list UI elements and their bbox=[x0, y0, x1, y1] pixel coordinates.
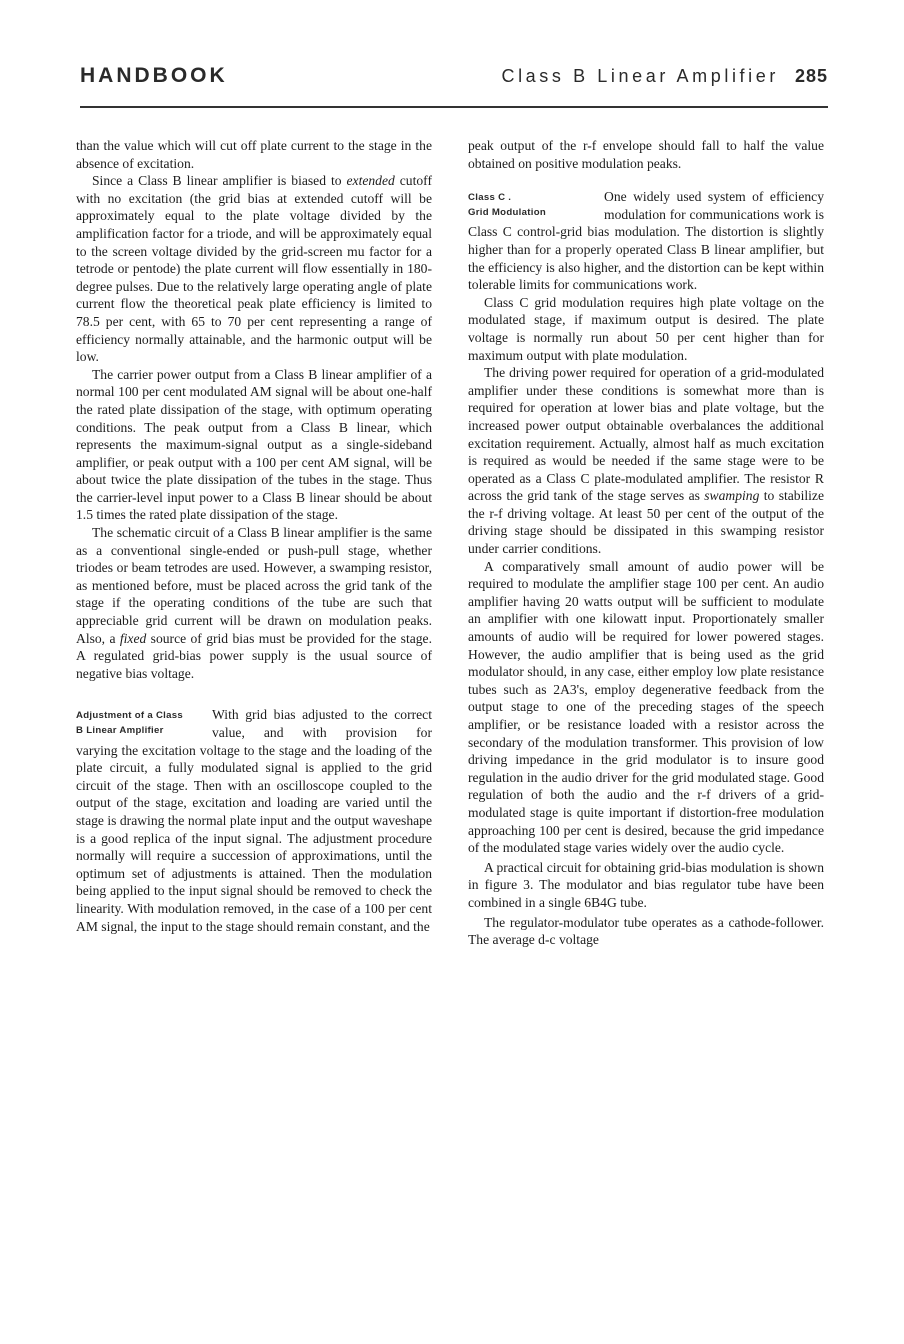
paragraph: Class C control-grid bias modulation. The distortion is slightly higher than for a properly operated Class B linear amplifier, but the efficiency is also higher, and the distortion can be kept within tolerable limits for communications work. bbox=[468, 224, 824, 293]
text-run: The schematic circuit of a Class B linear amplifier is the same as a conventional single-ended or push-pull stage, whether triodes or beam tetrodes are used. However, a swamping resistor, as mentioned before, must be placed across the grid tank of the stage if the operating conditions of the tube are such that appreciable grid current will be drawn on modulation peaks. Also, a bbox=[76, 525, 432, 646]
paragraph: A practical circuit for obtaining grid-bias modulation is shown in figure 3. The modulator and bias regulator tube have been combined in a single 6B4G tube. bbox=[468, 859, 824, 910]
paragraph: varying the excitation voltage to the stage and the loading of the plate circuit, a fully modulated signal is applied to the grid circuit of the stage. Then with an oscilloscope coupled to the output of the stage, excitation and loading are varied until the stage is drawing the normal plate input and the output waveshape is a good replica of the input signal. The adjustment procedure normally will require a succession of approximations, until the optimum set of adjustments is attained. Then the modulation being applied to the input signal should be removed to check the linearity. With modulation removed, in the case of a 100 per cent AM signal, the input to the stage should remain constant, and the bbox=[76, 742, 432, 934]
paragraph: than the value which will cut off plate current to the stage in the absence of excitation. bbox=[76, 138, 432, 171]
subsection-heading-block bbox=[468, 188, 824, 223]
paragraph: The carrier power output from a Class B linear amplifier of a normal 100 per cent modulated AM signal will be about one-half the rated plate dissipation of the stage, with optimum operating conditions. The peak output from a Class B linear, which represents the maximum-signal output as a single-sideband amplifier, or peak output with a 100 per cent AM signal, will be about twice the plate dissipation of the tubes in the stage. Thus the carrier-level input power to a Class B linear should be about 1.5 times the rated plate dissipation of the stage. bbox=[76, 366, 432, 523]
page-number: 285 bbox=[794, 66, 828, 86]
emphasis: swamping bbox=[704, 488, 760, 504]
paragraph: peak output of the r-f envelope should fall to half the value obtained on positive modulation peaks. bbox=[468, 138, 824, 171]
book-title: HANDBOOK bbox=[80, 64, 228, 87]
paragraph: The regulator-modulator tube operates as a cathode-follower. The average d-c voltage bbox=[468, 914, 824, 948]
subsection-heading bbox=[468, 188, 600, 220]
page-header bbox=[80, 64, 828, 94]
running-header bbox=[501, 66, 828, 87]
subsection-heading-line: Grid Modulation bbox=[468, 207, 547, 219]
subsection-heading-line: Adjustment of a Class bbox=[76, 710, 184, 722]
paragraph bbox=[76, 172, 432, 366]
paragraph bbox=[468, 364, 824, 558]
paragraph: A comparatively small amount of audio power will be required to modulate the amplifier stage 100 per cent. An audio amplifier having 20 watts output will be sufficient to modulate an amplifier with one kilowatt input. Proportionately smaller amounts of audio will be required for lower powered stages. However, the audio amplifier that is being used as the grid modulator should, in any case, either employ low plate resistance tubes such as 2A3's, employ degenerative feedback from the output stage to one of the preceding stages of the speech amplifier, or be resistance loaded with a resistor across the secondary of the modulation transformer. This provision of low driving impedance in the grid modulator is to insure good regulation in the audio driver for the grid modulated stage. Good regulation of both the audio and the r-f drivers of a grid-modulated stage is quite important if distortion-free modulation approaching 100 per cent is desired, because the grid impedance of the modulated stage varies widely over the audio cycle. bbox=[468, 558, 824, 856]
text-run: to stabilize the r-f driving voltage. At least 50 per cent of the output of the driving stage should be dissipated in this swamping resistor under carrier conditions. bbox=[468, 488, 824, 557]
paragraph: Class C grid modulation requires high plate voltage on the modulated stage, if maximum output is desired. The plate voltage is normally run about 50 per cent higher than for maximum output with plate modulation. bbox=[468, 294, 824, 363]
left-column bbox=[76, 137, 432, 935]
header-rule bbox=[80, 106, 828, 108]
text-run: Since a Class B linear amplifier is biased to bbox=[92, 173, 347, 189]
subsection-heading-block bbox=[76, 706, 432, 741]
subsection-heading-line: B Linear Amplifier bbox=[76, 725, 164, 737]
subsection-heading bbox=[76, 706, 208, 738]
text-run: source of grid bias must be provided for the stage. A regulated grid-bias power supply is the usual source of negative bias voltage. bbox=[76, 630, 432, 681]
right-column bbox=[468, 137, 824, 949]
subsection-lead-text: With grid bias adjusted to the correct value, and with provision for bbox=[212, 707, 432, 740]
subsection-heading-line: Class C . bbox=[468, 192, 512, 204]
emphasis: fixed bbox=[119, 630, 147, 646]
chapter-title: Class B Linear Amplifier bbox=[501, 66, 779, 86]
text-run: The driving power required for operation of a grid-modulated amplifier under these conditions is somewhat more than is required for operation at lower bias and plate voltage, but the increased power output obtainable overbalances the additional excitation requirement. Actually, almost half as much excitation is required as would be needed if the same stage were to be operated as a Class C plate-modulated amplifier. The resistor R across the grid tank of the stage serves as bbox=[468, 365, 824, 504]
emphasis: extended bbox=[346, 173, 395, 189]
paragraph bbox=[76, 524, 432, 682]
subsection-lead-text: One widely used system of efficiency modulation for communications work is bbox=[604, 189, 824, 222]
text-run: cutoff with no excitation (the grid bias at extended cutoff will be approximately equal to the plate voltage divided by the amplification factor for a triode, and will be approximately equal to the screen voltage divided by the grid-screen mu factor for a tetrode or pentode) the plate current will flow essentially in 180-degree pulses. Due to the relatively large operating angle of plate current flow the theoretical peak plate efficiency is limited to 78.5 per cent, with 65 to 70 per cent representing a range of efficiency normally attainable, and the harmonic output will be low. bbox=[76, 173, 432, 365]
